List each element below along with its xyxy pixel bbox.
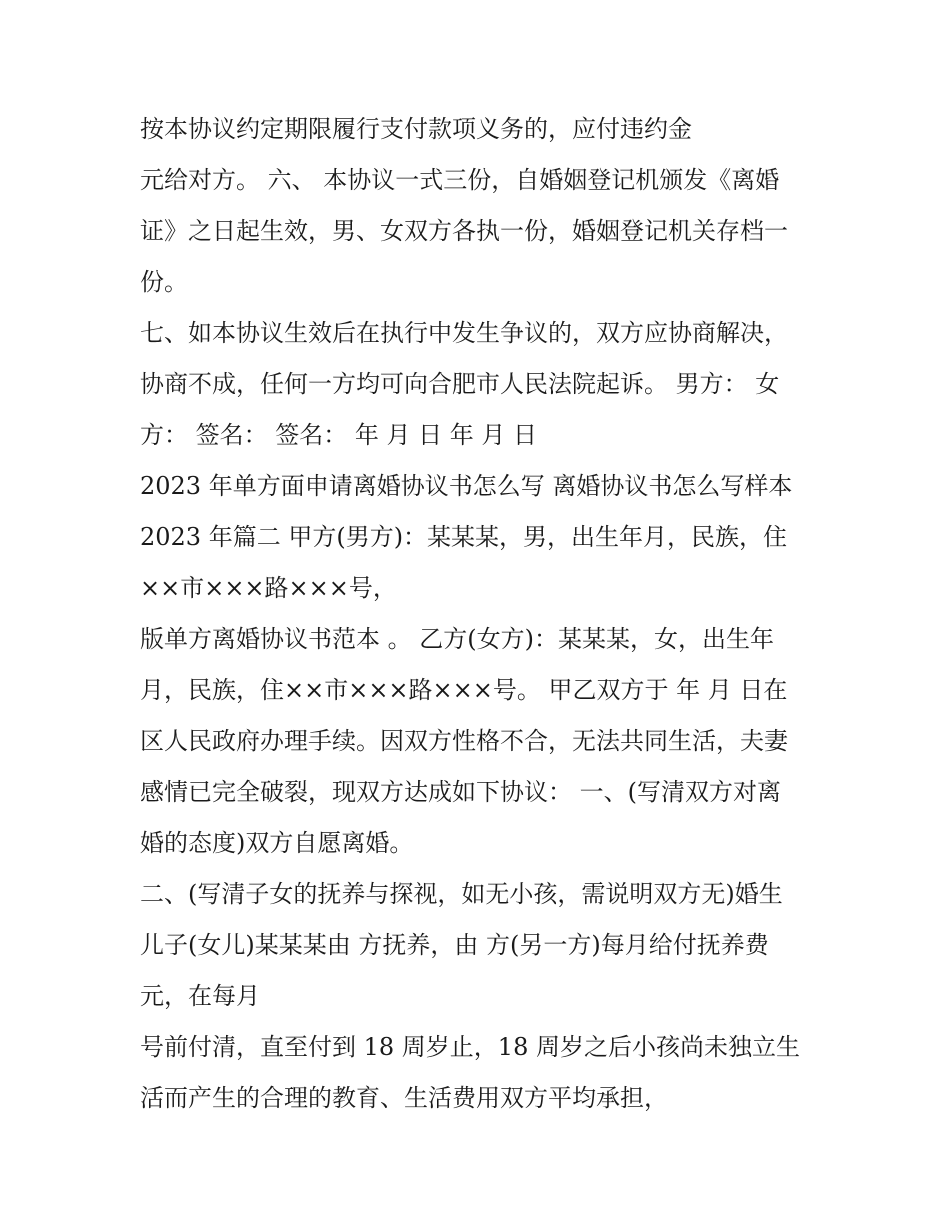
text-line: 版单方离婚协议书范本 。 乙方(女方)：某某某，女，出生年 [140, 625, 774, 653]
text-line: 元给对方。 六、 本协议一式三份，自婚姻登记机颁发《离婚 [140, 166, 780, 194]
text-line: 按本协议约定期限履行支付款项义务的，应付违约金 [140, 115, 692, 143]
text-line: 婚的态度)双方自愿离婚。 [140, 829, 414, 857]
text-line: 二、(写清子女的抚养与探视，如无小孩，需说明双方无)婚生 [140, 880, 783, 908]
text-line: 号前付清，直至付到 18 周岁止，18 周岁之后小孩尚未独立生 [140, 1033, 800, 1061]
text-line: 2023 年篇二 甲方(男方)：某某某，男，出生年月，民族，住 [140, 523, 788, 551]
text-line: 感情已完全破裂，现双方达成如下协议： 一、(写清双方对离 [140, 778, 781, 806]
text-line: 份。 [140, 268, 188, 296]
text-line: 活而产生的合理的教育、生活费用双方平均承担， [140, 1084, 668, 1112]
text-line: 元，在每月 [140, 982, 260, 1010]
text-line: 月，民族，住××市×××路×××号。 甲乙双方于 年 月 日在 [140, 676, 788, 704]
text-line: 区人民政府办理手续。因双方性格不合，无法共同生活，夫妻 [140, 727, 788, 755]
document-body [140, 104, 830, 1124]
text-line: 七、如本协议生效后在执行中发生争议的，双方应协商解决， [140, 319, 788, 347]
text-line: 协商不成，任何一方均可向合肥市人民法院起诉。 男方： 女 [140, 370, 780, 398]
text-line: 证》之日起生效，男、女双方各执一份，婚姻登记机关存档一 [140, 217, 788, 245]
text-line: 方： 签名： 签名： 年 月 日 年 月 日 [140, 421, 538, 449]
text-line: 2023 年单方面申请离婚协议书怎么写 离婚协议书怎么写样本 [140, 472, 793, 500]
text-line: ××市×××路×××号， [140, 574, 397, 602]
text-line: 儿子(女儿)某某某由 方抚养，由 方(另一方)每月给付抚养费 [140, 931, 769, 959]
